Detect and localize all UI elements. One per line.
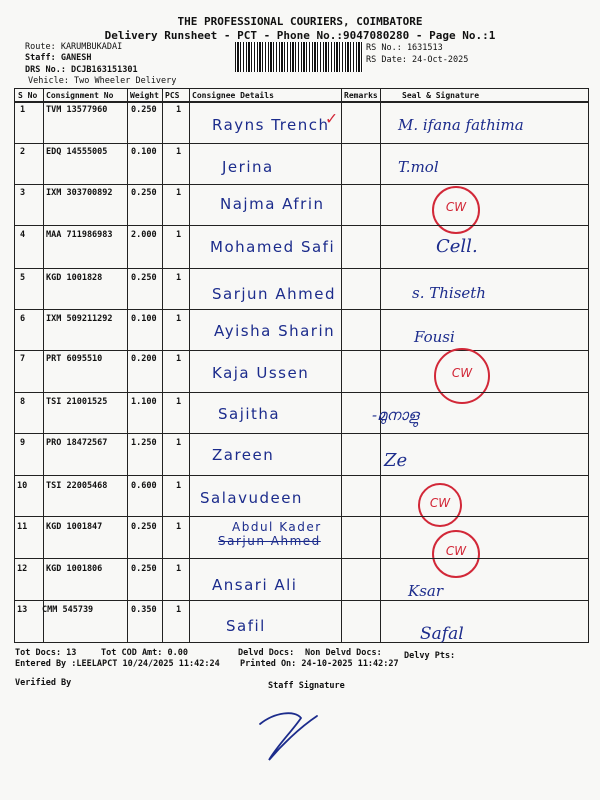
verified-by-label: Verified By	[15, 678, 72, 688]
row-consignee: Ayisha Sharin	[214, 322, 336, 340]
row-weight: 0.600	[131, 481, 157, 491]
row-consignee: Rayns Trench	[212, 116, 330, 134]
row-divider	[14, 102, 588, 103]
row-consignment-no: KGD 1001806	[46, 564, 103, 574]
row-pcs: 1	[176, 481, 182, 491]
row-weight: 0.350	[131, 605, 157, 615]
row-divider	[14, 350, 588, 351]
delivered-docs: Delvd Docs:	[238, 648, 295, 658]
row-consignee: Najma Afrin	[220, 195, 325, 213]
col-divider	[43, 88, 44, 643]
row-divider	[14, 433, 588, 434]
row-divider	[14, 516, 588, 517]
non-delivered-docs: Non Delvd Docs:	[305, 648, 382, 658]
col-divider	[14, 88, 15, 643]
row-consignment-no: KGD 1001828	[46, 273, 103, 283]
row-weight: 1.100	[131, 397, 157, 407]
row-consignment-no: PRT 6095510	[46, 354, 103, 364]
rs-number: RS No.: 1631513	[366, 43, 443, 53]
row-sno: 7	[20, 354, 26, 364]
row-sno: 11	[17, 522, 28, 532]
staff-signature-label: Staff Signature	[268, 681, 345, 691]
table-border-top	[14, 88, 588, 89]
row-divider	[14, 143, 588, 144]
row-consignment-no: MAA 711986983	[46, 230, 113, 240]
delivery-points: Delvy Pts:	[404, 651, 456, 661]
table-border-bottom	[14, 642, 588, 643]
row-weight: 0.250	[131, 188, 157, 198]
col-sno: S No	[18, 91, 38, 100]
row-consignee: Kaja Ussen	[212, 364, 310, 382]
row-consignment-no: TSI 21001525	[46, 397, 108, 407]
row-consignment-no: CMM 545739	[42, 605, 94, 615]
row-consignment-no: KGD 1001847	[46, 522, 103, 532]
row-weight: 0.250	[131, 522, 157, 532]
row-consignee: Zareen	[212, 446, 275, 464]
row-sno: 3	[20, 188, 26, 198]
row-consignment-no: EDQ 14555005	[46, 147, 108, 157]
row-consignee: Mohamed Safi	[210, 238, 336, 256]
col-consignee: Consignee Details	[192, 91, 274, 100]
col-divider	[189, 88, 190, 643]
row-divider	[14, 184, 588, 185]
col-pcs: PCS	[165, 91, 180, 100]
row-pcs: 1	[176, 564, 182, 574]
row-pcs: 1	[176, 273, 182, 283]
runsheet-subtitle: Delivery Runsheet - PCT - Phone No.:9047080280 - Page No.:1	[104, 29, 496, 42]
row-sno: 10	[17, 481, 28, 491]
col-divider	[588, 88, 589, 643]
row-signature: Ksar	[408, 582, 444, 600]
row-pcs: 1	[176, 522, 182, 532]
row-consignment-no: TSI 22005468	[46, 481, 108, 491]
seal-text: CW	[451, 366, 473, 380]
row-sno: 2	[20, 147, 26, 157]
rs-date: RS Date: 24-Oct-2025	[366, 55, 469, 65]
row-signature: -മുനാളു	[372, 406, 419, 424]
route-label: Route: KARUMBUKADAI	[25, 42, 123, 52]
row-signature: s. Thiseth	[412, 284, 486, 302]
row-signature: Fousi	[414, 328, 455, 346]
col-consignment: Consignment No	[46, 91, 114, 100]
row-sno: 12	[17, 564, 28, 574]
seal-text: CW	[445, 200, 467, 214]
row-weight: 0.100	[131, 314, 157, 324]
row-divider	[14, 309, 588, 310]
row-consignment-no: PRO 18472567	[46, 438, 108, 448]
row-sno: 8	[20, 397, 26, 407]
staff-signature-mark	[255, 706, 325, 766]
row-consignee: Ansari Ali	[212, 576, 298, 594]
row-sno: 13	[17, 605, 28, 615]
check-mark: ✓	[326, 108, 337, 129]
row-divider	[14, 600, 588, 601]
col-remarks: Remarks	[344, 91, 378, 100]
row-sno: 4	[20, 230, 26, 240]
row-consignee: Sarjun Ahmed	[212, 285, 336, 303]
company-seal	[432, 186, 480, 234]
row-consignment-no: TVM 13577960	[46, 105, 108, 115]
row-weight: 0.250	[131, 564, 157, 574]
row-consignee: Safil	[226, 617, 266, 635]
row-sno: 9	[20, 438, 26, 448]
row-pcs: 1	[176, 605, 182, 615]
company-seal	[434, 348, 490, 404]
col-weight: Weight	[130, 91, 159, 100]
row-signature: Cell.	[436, 236, 478, 257]
col-divider	[162, 88, 163, 643]
col-divider	[341, 88, 342, 643]
row-pcs: 1	[176, 147, 182, 157]
row-pcs: 1	[176, 438, 182, 448]
row-sno: 1	[20, 105, 26, 115]
row-weight: 0.250	[131, 273, 157, 283]
row-pcs: 1	[176, 188, 182, 198]
row-pcs: 1	[176, 105, 182, 115]
row-consignee: Salavudeen	[200, 489, 303, 507]
row-divider	[14, 558, 588, 559]
row-signature: M. ifana fathima	[398, 116, 524, 134]
total-cod-amount: Tot COD Amt: 0.00	[101, 648, 188, 658]
company-seal	[418, 483, 462, 527]
row-pcs: 1	[176, 354, 182, 364]
vehicle-label: Vehicle: Two Wheeler Delivery	[28, 76, 177, 86]
barcode	[235, 42, 363, 72]
row-divider	[14, 268, 588, 269]
row-consignee: Sajitha	[218, 405, 281, 423]
seal-text: CW	[445, 544, 467, 558]
seal-text: CW	[429, 496, 451, 510]
row-consignee-struck: Sarjun Ahmed	[218, 534, 321, 548]
row-pcs: 1	[176, 314, 182, 324]
company-title: THE PROFESSIONAL COURIERS, COIMBATORE	[177, 15, 423, 28]
row-signature: Safal	[420, 624, 464, 644]
row-pcs: 1	[176, 230, 182, 240]
row-divider	[14, 475, 588, 476]
row-sno: 5	[20, 273, 26, 283]
row-weight: 0.250	[131, 105, 157, 115]
printed-on: Printed On: 24-10-2025 11:42:27	[240, 659, 399, 669]
row-sno: 6	[20, 314, 26, 324]
row-pcs: 1	[176, 397, 182, 407]
row-divider	[14, 225, 588, 226]
total-docs: Tot Docs: 13	[15, 648, 77, 658]
row-consignee: Jerina	[222, 158, 274, 176]
row-divider	[14, 392, 588, 393]
row-signature: Ze	[384, 450, 408, 471]
row-signature: T.mol	[398, 158, 439, 176]
col-seal-signature: Seal & Signature	[402, 91, 480, 100]
company-seal	[432, 530, 480, 578]
row-weight: 0.100	[131, 147, 157, 157]
col-divider	[380, 88, 381, 643]
row-weight: 2.000	[131, 230, 157, 240]
row-weight: 0.200	[131, 354, 157, 364]
staff-label: Staff: GANESH	[25, 53, 92, 63]
col-divider	[127, 88, 128, 643]
entered-by: Entered By :LEELAPCT 10/24/2025 11:42:24	[15, 659, 220, 669]
row-consignment-no: IXM 509211292	[46, 314, 113, 324]
row-consignee: Abdul Kader	[232, 520, 322, 534]
row-weight: 1.250	[131, 438, 157, 448]
row-consignment-no: IXM 303700892	[46, 188, 113, 198]
drs-number: DRS No.: DCJB163151301	[25, 65, 138, 75]
